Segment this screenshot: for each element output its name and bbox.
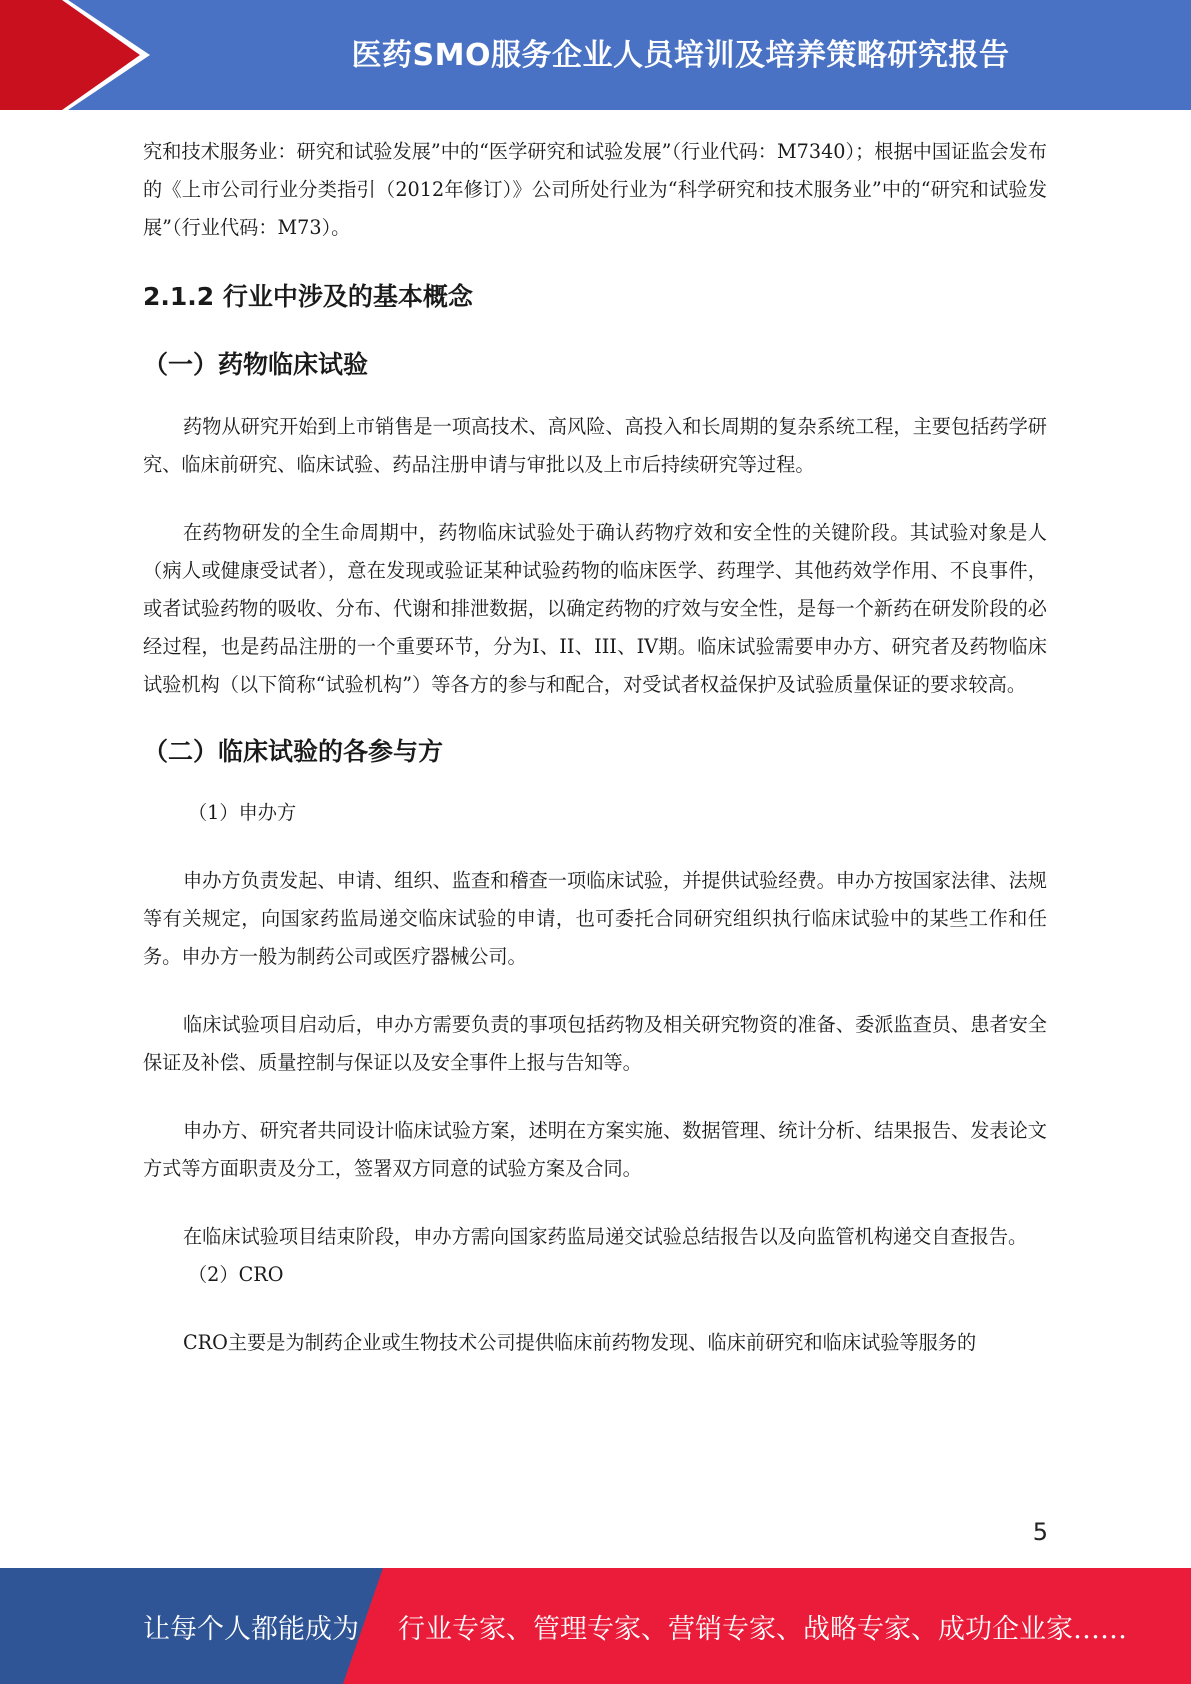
- paragraph: 申办方负责发起、申请、组织、监查和稽查一项临床试验，并提供试验经费。申办方按国家法律、法规等有关规定，向国家药监局递交临床试验的申请，也可委托合同研究组织执行临床试验中的某些工作和任务。申办方一般为制药公司或医疗器械公司。: [143, 869, 1047, 968]
- document-title: 医药SMO服务企业人员培训及培养策略研究报告: [351, 38, 1010, 73]
- item-label-sponsor: （1）申办方: [188, 801, 297, 824]
- footer-slogan-right: 行业专家、管理专家、营销专家、战略专家、成功企业家……: [398, 1613, 1127, 1645]
- paragraph: CRO主要是为制药企业或生物技术公司提供临床前药物发现、临床前研究和临床试验等服务的: [183, 1331, 977, 1354]
- paragraph: 临床试验项目启动后，申办方需要负责的事项包括药物及相关研究物资的准备、委派监查员、患者安全保证及补偿、质量控制与保证以及安全事件上报与告知等。: [143, 1013, 1047, 1074]
- paragraph: 在临床试验项目结束阶段，申办方需向国家药监局递交试验总结报告以及向监管机构递交自查报告。: [183, 1225, 1028, 1248]
- footer-banner: [0, 1568, 1191, 1684]
- footer-slogan-left: 让每个人都能成为: [143, 1613, 359, 1645]
- section-heading: 2.1.2 行业中涉及的基本概念: [143, 282, 473, 311]
- page-body: [143, 133, 1047, 1362]
- subsection-heading-1: （一）药物临床试验: [143, 350, 369, 379]
- paragraph: 在药物研发的全生命周期中，药物临床试验处于确认药物疗效和安全性的关键阶段。其试验对象是人（病人或健康受试者），意在发现或验证某种试验药物的临床医学、药理学、其他药效学作用、不良事件，或者试验药物的吸收、分布、代谢和排泄数据，以确定药物的疗效与安全性，是每一个新药在研发阶段的必经过程，也是药品注册的一个重要环节，分为I、II、III、IV期。临床试验需要申办方、研究者及药物临床试验机构（以下简称“试验机构”）等各方的参与和配合，对受试者权益保护及试验质量保证的要求较高。: [143, 521, 1047, 696]
- page-number: 5: [1032, 1518, 1048, 1546]
- subsection-heading-2: （二）临床试验的各参与方: [143, 737, 444, 766]
- item-label-cro: （2）CRO: [188, 1263, 284, 1286]
- header-arrow-icon: [0, 0, 160, 110]
- paragraph: 药物从研究开始到上市销售是一项高技术、高风险、高投入和长周期的复杂系统工程，主要包括药学研究、临床前研究、临床试验、药品注册申请与审批以及上市后持续研究等过程。: [143, 415, 1047, 476]
- intro-paragraph: 究和技术服务业：研究和试验发展”中的“医学研究和试验发展”（行业代码：M7340）；根据中国证监会发布的《上市公司行业分类指引（2012年修订）》公司所处行业为“科学研究和技术服务业”中的“研究和试验发展”（行业代码：M73）。: [143, 140, 1048, 239]
- header-banner: [0, 0, 1191, 110]
- paragraph: 申办方、研究者共同设计临床试验方案，述明在方案实施、数据管理、统计分析、结果报告、发表论文方式等方面职责及分工，签署双方同意的试验方案及合同。: [143, 1119, 1047, 1180]
